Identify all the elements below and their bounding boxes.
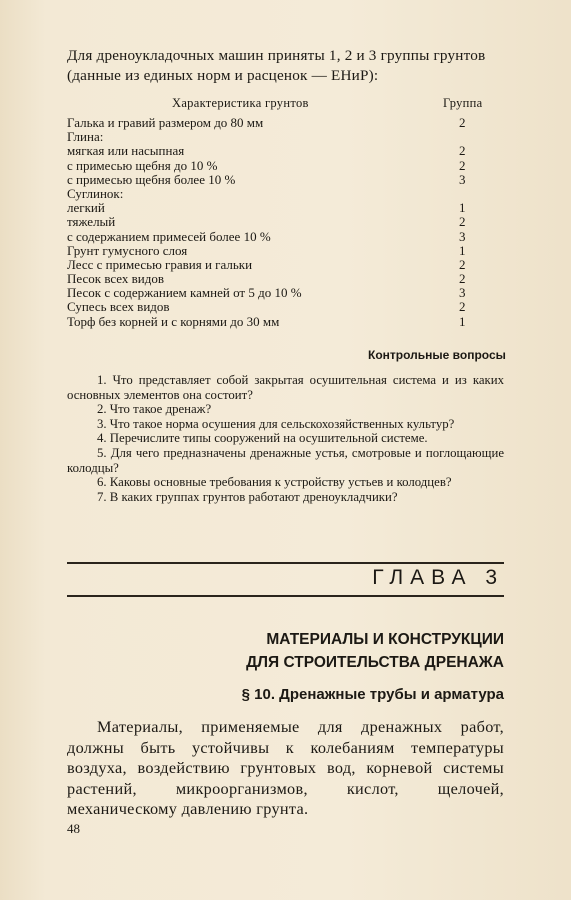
soil-characteristic: Супесь всех видов (67, 299, 170, 315)
control-questions-title: Контрольные вопросы (368, 348, 506, 362)
question-item: 2. Что такое дренаж? (97, 402, 212, 417)
soil-characteristic: тяжелый (67, 214, 116, 230)
soil-group: 1 (459, 242, 466, 258)
chapter-title-line2: ДЛЯ СТРОИТЕЛЬСТВА ДРЕНАЖА (246, 654, 504, 671)
soil-group: 2 (459, 157, 466, 173)
table-row (67, 300, 477, 314)
table-header-characteristic: Характеристика грунтов (172, 96, 309, 110)
table-row (67, 272, 477, 286)
soil-characteristic: с содержанием примесей более 10 % (67, 228, 271, 244)
chapter-title-line1: МАТЕРИАЛЫ И КОНСТРУКЦИИ (266, 631, 504, 648)
table-row (67, 215, 477, 229)
table-row (67, 187, 477, 201)
question-item: 4. Перечислите типы сооружений на осушительной системе. (97, 431, 428, 446)
soil-characteristic: Грунт гумусного слоя (67, 242, 188, 258)
soil-characteristic: Глина: (67, 129, 104, 145)
control-questions-list (67, 373, 504, 504)
soil-group: 2 (459, 271, 466, 287)
table-row (67, 116, 477, 130)
soil-characteristic: легкий (67, 200, 105, 216)
soil-group: 3 (459, 171, 466, 187)
soil-group: 2 (459, 143, 466, 159)
question-item: 1. Что представляет собой закрытая осушительная система и из каких основных элементов она состоит? (67, 373, 504, 402)
soil-group: 3 (459, 228, 466, 244)
soil-group: 3 (459, 285, 466, 301)
soil-characteristic: Песок всех видов (67, 271, 165, 287)
question-item: 6. Каковы основные требования к устройству устьев и колодцев? (97, 475, 452, 490)
page-number: 48 (67, 821, 80, 836)
table-header-group: Группа (443, 96, 483, 110)
section-heading: § 10. Дренажные трубы и арматура (241, 686, 504, 703)
question-item: 5. Для чего предназначены дренажные устья, смотровые и поглощающие колодцы? (67, 445, 504, 475)
soil-group: 1 (459, 200, 466, 216)
table-row (67, 144, 477, 158)
body-paragraph (67, 717, 504, 820)
table-row (67, 230, 477, 244)
soil-characteristic: мягкая или насыпная (67, 143, 185, 159)
soil-characteristic: с примесью щебня более 10 % (67, 171, 236, 187)
soil-characteristic: Торф без корней и с корнями до 30 мм (67, 313, 280, 329)
soil-group: 2 (459, 214, 466, 230)
table-row (67, 258, 477, 272)
table-row (67, 130, 477, 144)
soil-group: 2 (459, 299, 466, 315)
table-row (67, 315, 477, 329)
soil-characteristic: Галька и гравий размером до 80 мм (67, 115, 264, 130)
chapter-top-rule (67, 562, 504, 564)
table-row (67, 286, 477, 300)
question-item: 7. В каких группах грунтов работают дреноукладчики? (97, 489, 398, 504)
table-row (67, 201, 477, 215)
intro-paragraph: Для дреноукладочных машин приняты 1, 2 и 3 группы грунтов (данные из единых норм и расценок — ЕНиР): (67, 47, 486, 84)
table-row (67, 159, 477, 173)
soil-characteristic: Лесс с примесью гравия и гальки (67, 256, 253, 272)
question-item: 3. Что такое норма осушения для сельскохозяйственных культур? (97, 416, 455, 431)
soil-characteristic: с примесью щебня до 10 % (67, 157, 218, 173)
soil-characteristic: Песок с содержанием камней от 5 до 10 % (67, 285, 302, 301)
chapter-label: ГЛАВА 3 (372, 566, 504, 589)
soil-group: 1 (459, 313, 466, 329)
soil-characteristic: Суглинок: (67, 185, 124, 201)
body-text: Материалы, применяемые для дренажных работ, должны быть устойчивы к колебаниям температуры воздуха, воздействию грунтовых вод, корневой системы растений, микроорганизмов, кислот, щелочей, механическому давлению грунта. (67, 717, 504, 818)
table-row (67, 173, 477, 187)
soil-group: 2 (459, 115, 466, 130)
chapter-bottom-rule (67, 595, 504, 597)
soil-group-table (67, 116, 477, 329)
table-row (67, 244, 477, 258)
soil-group: 2 (459, 256, 466, 272)
